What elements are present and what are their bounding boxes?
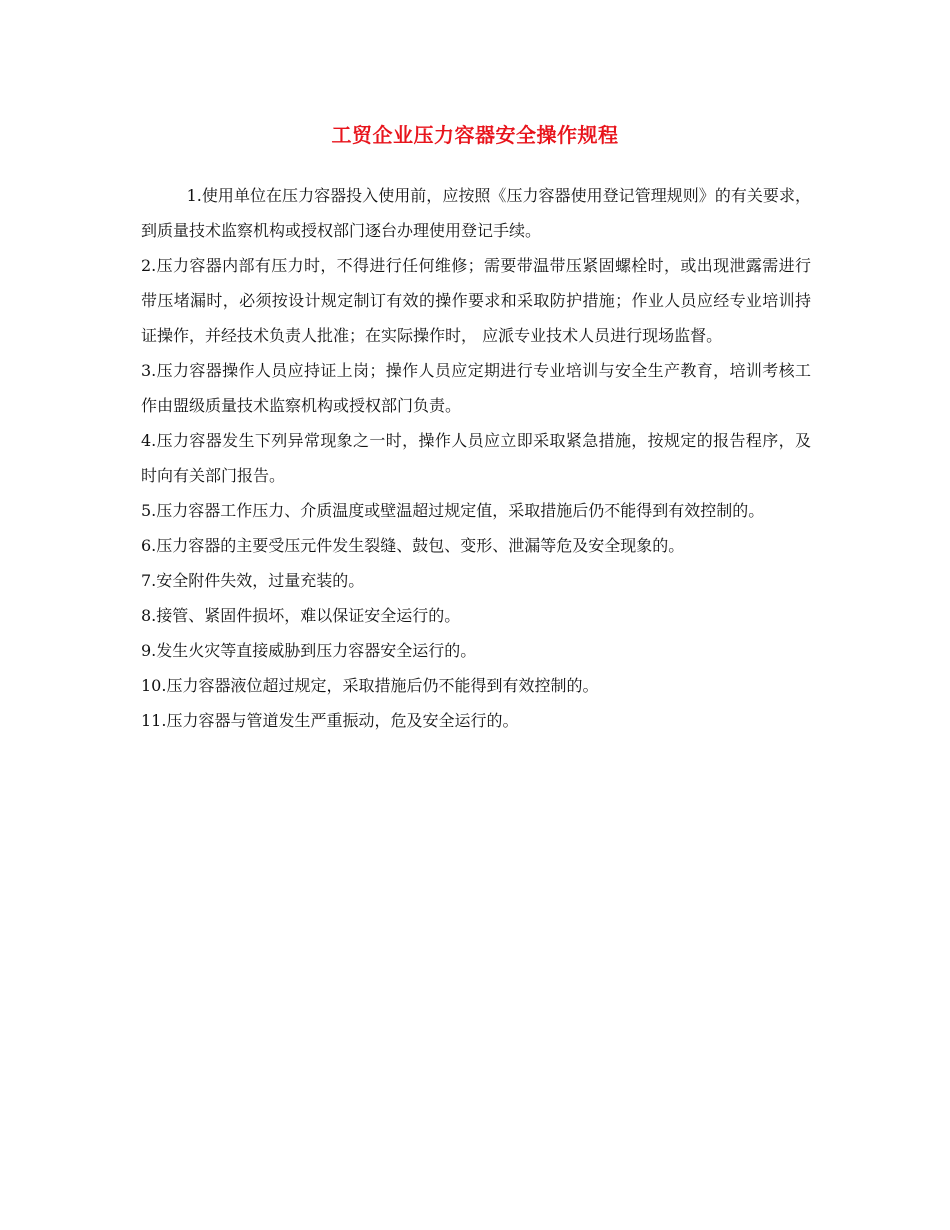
- paragraph-1: 1.使用单位在压力容器投入使用前，应按照《压力容器使用登记管理规则》的有关要求，到质量技术监察机构或授权部门逐台办理使用登记手续。: [141, 186, 811, 240]
- paragraph-2: 2.压力容器内部有压力时，不得进行任何维修；需要带温带压紧固螺栓时，或出现泄露需进行带压堵漏时，必须按设计规定制订有效的操作要求和采取防护措施；作业人员应经专业培训持证操作，并经技术负责人批准；在实际操作时， 应派专业技术人员进行现场监督。: [141, 256, 811, 345]
- paragraph-10: 10.压力容器液位超过规定，采取措施后仍不能得到有效控制的。: [141, 676, 599, 695]
- paragraph-8: 8.接管、紧固件损坏，难以保证安全运行的。: [141, 606, 461, 625]
- document-body: [141, 178, 811, 738]
- document-title: 工贸企业压力容器安全操作规程: [331, 123, 619, 147]
- paragraph-9: 9.发生火灾等直接威胁到压力容器安全运行的。: [141, 641, 477, 660]
- paragraph-7: 7.安全附件失效，过量充装的。: [141, 571, 365, 590]
- paragraph-3: 3.压力容器操作人员应持证上岗；操作人员应定期进行专业培训与安全生产教育，培训考核工作由盟级质量技术监察机构或授权部门负责。: [141, 361, 811, 415]
- paragraph-6: 6.压力容器的主要受压元件发生裂缝、鼓包、变形、泄漏等危及安全现象的。: [141, 536, 685, 555]
- paragraph-11: 11.压力容器与管道发生严重振动，危及安全运行的。: [141, 711, 519, 730]
- paragraph-4: 4.压力容器发生下列异常现象之一时，操作人员应立即采取紧急措施，按规定的报告程序，及时向有关部门报告。: [141, 431, 811, 485]
- paragraph-5: 5.压力容器工作压力、介质温度或壁温超过规定值，采取措施后仍不能得到有效控制的。: [141, 501, 765, 520]
